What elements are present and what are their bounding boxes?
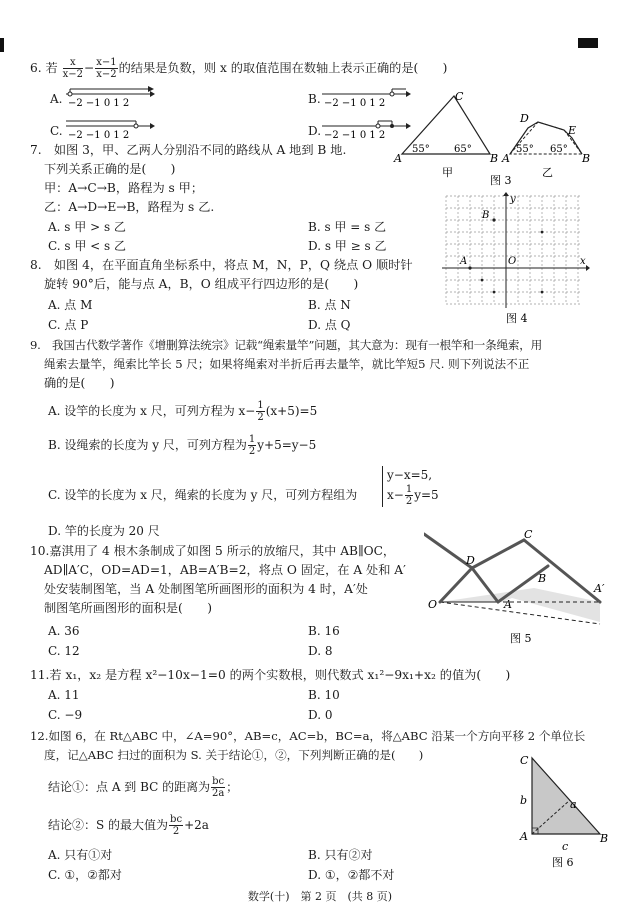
- fig4-point-b-label: B: [482, 210, 490, 221]
- q9-option-c[interactable]: C. 设竿的长度为 x 尺，绳索的长度为 y 尺，可列方程组为: [48, 488, 358, 502]
- fig4-point-q: [541, 291, 544, 294]
- figure-3-jia-triangle: [393, 90, 498, 179]
- fig3-yi-angle-2: 65°: [550, 144, 568, 155]
- q7-line-2: 下列关系正确的是( ): [44, 162, 176, 176]
- fig3-yi-point-e: E: [568, 124, 577, 137]
- fig3-jia-label: 甲: [442, 166, 453, 179]
- q9-line-1: 9. 我国古代数学著作《增删算法统宗》记载“绳索量竿”问题，其大意为：现有一根竿和一条绳索，用: [30, 338, 543, 352]
- fig6-side-a: a: [570, 798, 577, 811]
- question-6: [30, 57, 447, 80]
- fig5-point-b: B: [538, 572, 547, 585]
- q11-option-d[interactable]: D. 0: [308, 708, 333, 722]
- q12-line-2: 度，记△ABC 扫过的面积为 S. 关于结论①，②，下列判断正确的是( ): [44, 748, 424, 762]
- fig5-stick-od: [440, 568, 472, 602]
- fig6-side-b: b: [520, 794, 528, 807]
- q6-option-c-letter: C.: [50, 124, 63, 138]
- q8-line-2: 旋转 90°后，能与点 A，B，O 组成平行四边形的是( ): [44, 277, 359, 291]
- fig3-jia-point-b: B: [490, 152, 499, 165]
- fig3-jia-angle-2: 65°: [454, 144, 472, 155]
- q9-system-eq-2: x− $\frac{1}{2}$ y=5: [387, 484, 439, 507]
- q12-option-d[interactable]: D. ①，②都不对: [308, 868, 395, 882]
- q10-line-3: 处安装制图笔，当 A 处制图笔所画图形的面积为 4 时，A′处: [44, 582, 368, 596]
- q12-conclusion-1: 结论①：点 A 到 BC 的距离为 $\frac{bc}{2a}$ ；: [48, 776, 239, 799]
- fig3-yi-point-b: B: [582, 152, 591, 165]
- fig6-point-c: C: [520, 754, 529, 767]
- fig5-point-o: O: [428, 598, 438, 611]
- scan-mark-right: [578, 38, 598, 48]
- q6-option-c[interactable]: [50, 124, 63, 138]
- q11-option-c[interactable]: C. −9: [48, 708, 83, 722]
- q6-minus: −: [83, 61, 95, 75]
- q10-line-4: 制图笔所画图形的面积是( ): [44, 601, 212, 615]
- q9-equation-system: [382, 466, 439, 507]
- q10-option-c[interactable]: C. 12: [48, 644, 80, 658]
- q7-option-d[interactable]: D. s 甲 ≥ s 乙: [308, 239, 387, 253]
- fig5-point-a-prime: A′: [594, 582, 605, 595]
- fig5-point-d: D: [466, 554, 475, 567]
- q12-option-b[interactable]: B. 只有②对: [308, 848, 373, 862]
- figure-3: [392, 88, 598, 188]
- q9-option-a[interactable]: A. 设竿的长度为 x 尺，可列方程为 x− $\frac{1}{2}$ (x+5)=5: [48, 400, 318, 423]
- figure-5: [424, 528, 614, 648]
- q12-conclusion-2: 结论②：S 的最大值为 $\frac{bc}{2}$ +2a: [48, 814, 209, 837]
- q8-option-c[interactable]: C. 点 P: [48, 318, 89, 332]
- q7-option-a[interactable]: A. s 甲 > s 乙: [48, 220, 126, 234]
- q6-axis-labels-c: −2 −1 0 1 2: [68, 130, 130, 140]
- q6-option-d-letter: D.: [308, 124, 322, 138]
- fig4-x-label: x: [580, 256, 586, 267]
- fig4-y-label: y: [510, 194, 516, 205]
- fig4-caption: 图 4: [506, 312, 528, 324]
- fig4-point-a: [468, 266, 471, 269]
- q11-option-a[interactable]: A. 11: [48, 688, 80, 702]
- q11-option-b[interactable]: B. 10: [308, 688, 340, 702]
- q9-line-2: 绳索去量竿，绳索比竿长 5 尺；如果将绳索对半折后再去量竿，就比竿短5 尺. 则下列说法不正: [44, 357, 530, 371]
- fig3-caption: 图 3: [490, 174, 512, 187]
- q6-number-line-c: [64, 118, 156, 140]
- q7-option-c[interactable]: C. s 甲 < s 乙: [48, 239, 127, 253]
- q6-option-b-letter: B.: [308, 92, 321, 106]
- q6-fraction-1: $\frac{x}{x-2}$: [62, 57, 83, 80]
- q8-option-b[interactable]: B. 点 N: [308, 298, 351, 312]
- scan-mark-left: [0, 38, 4, 52]
- fig3-yi-label: 乙: [542, 166, 553, 179]
- fig5-point-c: C: [524, 528, 533, 541]
- q7-line-1: 7. 如图 3，甲、乙两人分别沿不同的路线从 A 地到 B 地.: [30, 143, 347, 157]
- q10-option-a[interactable]: A. 36: [48, 624, 80, 638]
- fig4-point-p: [493, 291, 496, 294]
- q12-line-1: 12.如图 6，在 Rt△ABC 中，∠A=90°，AB=c，AC=b，BC=a，将△ABC 沿某一个方向平移 2 个单位长: [30, 729, 586, 743]
- fig3-jia-point-a: A: [394, 152, 402, 165]
- question-7: [30, 141, 346, 217]
- q6-number-line-a: [64, 86, 156, 108]
- fig6-point-b: B: [600, 832, 609, 845]
- q9-system-eq-1: y−x=5,: [387, 468, 433, 482]
- q6-stem-start: 若: [45, 61, 58, 75]
- q7-line-3: 甲：A→C→B，路程为 s 甲；: [44, 181, 204, 195]
- q10-line-2: AD∥A′C，OD=AD=1，AB=A′B=2，将点 O 固定，在 A 处和 A′: [44, 563, 406, 577]
- q8-option-d[interactable]: D. 点 Q: [308, 318, 351, 332]
- fig4-origin-label: O: [508, 256, 517, 267]
- fig6-caption: 图 6: [552, 856, 574, 869]
- question-10: [30, 542, 406, 618]
- q10-line-1: 10.嘉淇用了 4 根木条制成了如图 5 所示的放缩尺，其中 AB∥OC，: [30, 544, 396, 558]
- q7-line-4: 乙：A→D→E→B，路程为 s 乙.: [44, 200, 215, 214]
- page-footer: 数学(十) 第 2 页 (共 8 页): [247, 890, 393, 903]
- q6-axis-labels-b: −2 −1 0 1 2: [324, 98, 386, 108]
- q6-axis-labels-d: −2 −1 0 1 2: [324, 130, 386, 140]
- fig4-point-a-label: A: [460, 256, 468, 267]
- figure-6: [510, 748, 620, 872]
- fig3-yi-point-a: A: [502, 152, 510, 165]
- fig3-yi-angle-1: 55°: [516, 144, 534, 155]
- q9-option-b[interactable]: B. 设绳索的长度为 y 尺，可列方程为 $\frac{1}{2}$ y+5=y−5: [48, 434, 317, 457]
- fig6-triangle: [532, 758, 600, 834]
- q6-axis-labels-a: −2 −1 0 1 2: [68, 98, 130, 108]
- q9-line-3: 确的是( ): [44, 376, 115, 390]
- fig4-point-b: [492, 218, 495, 221]
- fig6-side-c: c: [562, 840, 569, 853]
- q9-option-d[interactable]: D. 竿的长度为 20 尺: [48, 524, 160, 538]
- fig5-stick-ext: [424, 534, 472, 568]
- fig5-point-a: A: [504, 598, 512, 611]
- q12-option-a[interactable]: A. 只有①对: [48, 848, 113, 862]
- q8-option-a[interactable]: A. 点 M: [48, 298, 93, 312]
- q6-option-a-letter: A.: [50, 92, 63, 106]
- fig5-stick-dc: [472, 540, 524, 568]
- q11-line-1: 11.若 x₁，x₂ 是方程 x²−10x−1=0 的两个实数根，则代数式 x₁²−9x₁+x₂ 的值为( ): [30, 668, 511, 682]
- fig3-jia-point-c: C: [455, 90, 464, 103]
- fig5-caption: 图 5: [510, 632, 532, 645]
- fig3-yi-point-d: D: [520, 112, 529, 125]
- figure-4: [440, 192, 590, 324]
- q6-option-b[interactable]: [308, 92, 321, 106]
- fig6-point-a: A: [520, 830, 528, 843]
- q7-option-b[interactable]: B. s 甲 = s 乙: [308, 220, 387, 234]
- figure-3-yi-path: [501, 112, 590, 179]
- q10-option-d[interactable]: D. 8: [308, 644, 333, 658]
- q8-line-1: 8. 如图 4，在平面直角坐标系中，将点 M，N，P，Q 绕点 O 顺时针: [30, 258, 413, 272]
- fig3-jia-angle-1: 55°: [412, 144, 430, 155]
- question-9: [30, 336, 610, 393]
- q10-option-b[interactable]: B. 16: [308, 624, 340, 638]
- q6-option-a[interactable]: [50, 92, 62, 106]
- q6-stem-end: 的结果是负数，则 x 的取值范围在数轴上表示正确的是( ): [118, 61, 448, 75]
- question-8: [30, 256, 413, 294]
- q6-fraction-2: $\frac{x-1}{x-2}$: [96, 57, 117, 80]
- question-11: [30, 666, 510, 685]
- q12-option-c[interactable]: C. ①，②都对: [48, 868, 122, 882]
- fig4-point-n: [481, 279, 484, 282]
- q6-number: 6.: [30, 61, 42, 75]
- fig4-point-m: [541, 231, 544, 234]
